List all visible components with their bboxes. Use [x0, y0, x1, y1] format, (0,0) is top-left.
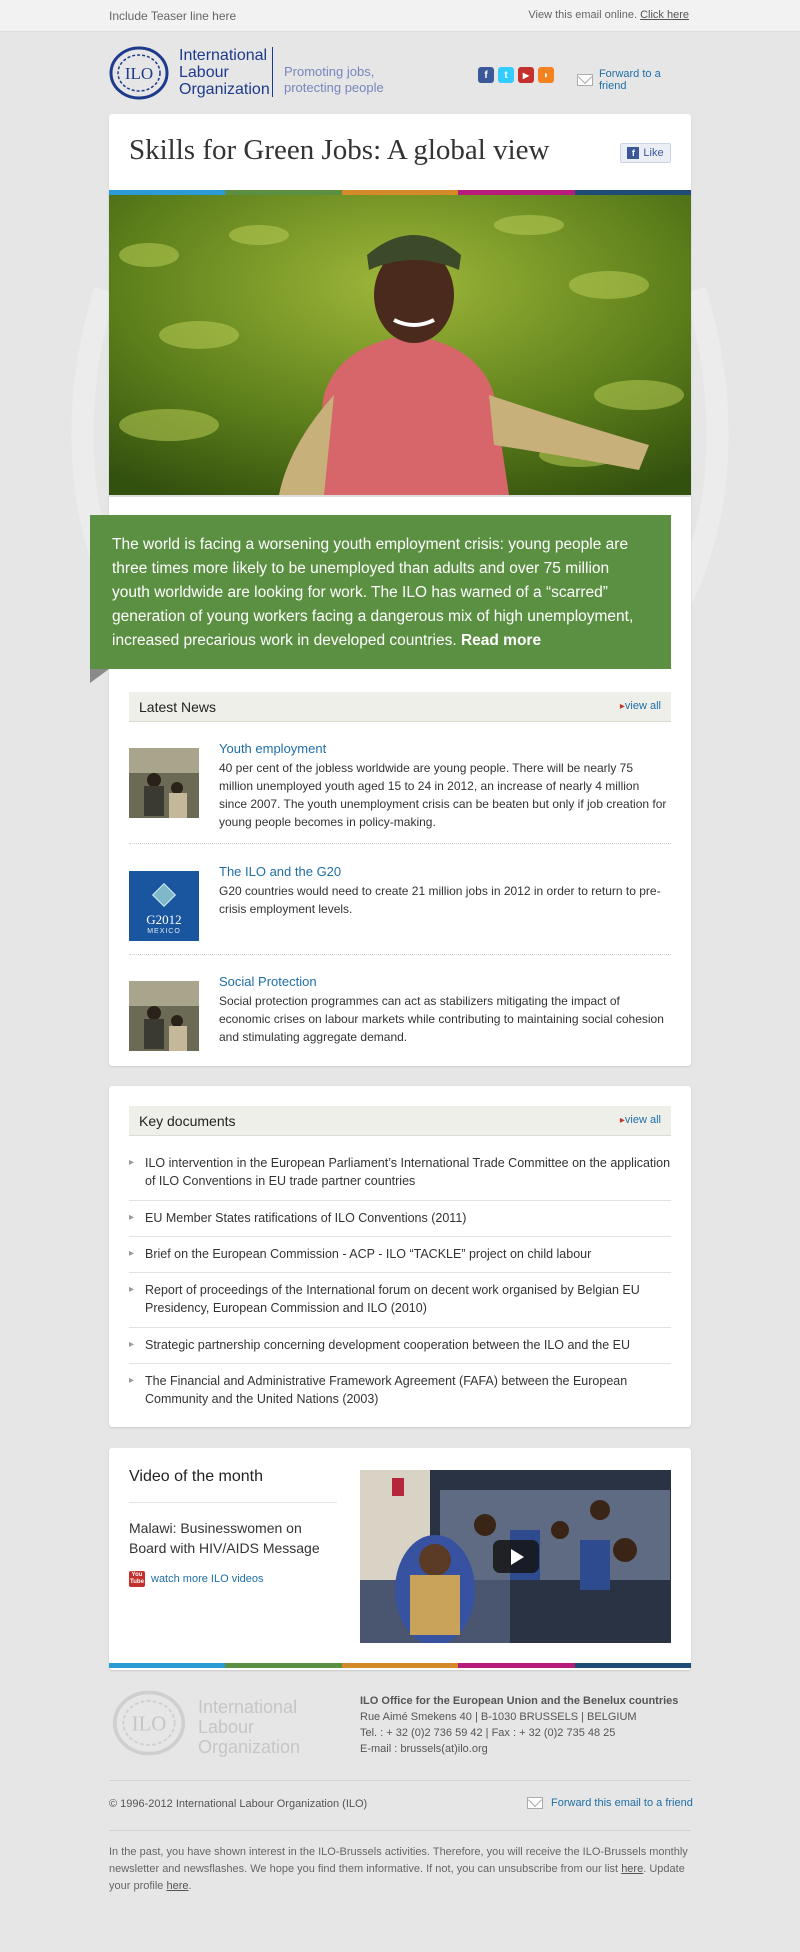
footer-logo-line-3: Organization — [198, 1737, 301, 1757]
legal-text-1: In the past, you have shown interest in the ILO-Brussels activities. Therefore, you will receive the ILO-Brussels monthly newsletter and newsflashes. We hope you find them informative. If not, you can unsubscribe from our list — [109, 1846, 688, 1875]
news-item — [129, 974, 671, 1054]
news-body: 40 per cent of the jobless worldwide are young people. There will be nearly 75 million unemployed youth aged 15 to 24 in 2012, an increase of nearly 4 million since 2007. The youth unemployment crisis can be beaten but only if job creation for young people becomes in policy-making. — [219, 761, 667, 829]
docs-view-all-link[interactable]: ▸ view all — [620, 1114, 661, 1126]
latest-news-header — [129, 692, 671, 722]
news-body: Social protection programmes can act as stabilizers mitigating the impact of economic crises on labour markets while contributing to maintaining social cohesion and stimulating aggregate demand. — [219, 994, 664, 1044]
logo-line-1: International — [179, 47, 268, 64]
legal-text: In the past, you have shown interest in the ILO-Brussels activities. Therefore, you will receive the ILO-Brussels monthly newsletter and newsflashes. We hope you find them informative. If not, you can unsubscribe from our list here. Update your profile here. — [109, 1846, 688, 1892]
divider — [129, 1327, 671, 1328]
document-link[interactable]: ▸ EU Member States ratifications of ILO Conventions (2011) — [129, 1209, 671, 1227]
news-item — [129, 741, 671, 831]
teaser-text: Include Teaser line here — [109, 9, 237, 23]
facebook-icon: f — [627, 147, 639, 159]
ilo-logo-icon[interactable] — [109, 46, 169, 100]
header — [109, 44, 691, 104]
divider — [109, 1830, 691, 1831]
logo-text — [179, 47, 270, 98]
news-body: G20 countries would need to create 21 million jobs in 2012 in order to return to pre-crisis employment levels. — [219, 884, 661, 916]
key-documents-title: Key documents — [139, 1113, 236, 1129]
logo-divider — [272, 47, 273, 97]
key-documents-card — [109, 1086, 691, 1427]
forward-email-label: Forward this email to a friend — [551, 1797, 693, 1809]
copyright: © 1996-2012 International Labour Organization (ILO) — [109, 1798, 368, 1810]
footer-logo-line-2: Labour — [198, 1717, 255, 1737]
news-heading-link[interactable]: The ILO and the G20 — [219, 864, 342, 879]
tagline-line-1: Promoting jobs, — [284, 64, 375, 79]
footer-logo-abbr: ILO — [131, 1712, 167, 1736]
footer-logo-text — [198, 1697, 300, 1757]
update-profile-link[interactable]: here — [166, 1880, 189, 1892]
click-here-link[interactable]: Click here — [640, 9, 689, 21]
facebook-like-button[interactable] — [620, 143, 671, 163]
latest-news-title: Latest News — [139, 699, 217, 715]
envelope-icon — [527, 1797, 543, 1809]
social-icons — [478, 67, 554, 83]
tagline-line-2: protecting people — [284, 80, 384, 95]
document-link[interactable]: ▸ Report of proceedings of the International forum on decent work organised by Belgian EU Presidency, European Commission and ILO (2010) — [129, 1281, 671, 1317]
tagline — [284, 64, 384, 96]
rss-icon[interactable]: ◗ — [538, 67, 554, 83]
office-name: ILO Office for the European Union and the Benelux countries — [360, 1695, 679, 1707]
ilo-logo-icon — [109, 1690, 189, 1756]
office-street: Rue Aimé Smekens 40 | B-1030 BRUSSELS | BELGIUM — [360, 1711, 637, 1723]
forward-to-friend-link[interactable] — [577, 68, 691, 92]
g20-thumbnail[interactable] — [129, 871, 199, 941]
divider — [129, 1363, 671, 1364]
view-online — [528, 9, 689, 21]
office-phone: Tel. : + 32 (0)2 736 59 42 | Fax : + 32 (0)2 735 48 25 — [360, 1727, 616, 1739]
office-address — [360, 1693, 678, 1757]
video-thumbnail[interactable] — [360, 1470, 671, 1643]
intro-callout — [90, 515, 671, 669]
logo-line-2: Labour — [179, 64, 229, 81]
office-email: E-mail : brussels(at)ilo.org — [360, 1743, 488, 1755]
document-link[interactable]: ▸ Strategic partnership concerning development cooperation between the ILO and the EU — [129, 1336, 671, 1354]
divider — [129, 843, 671, 844]
g20-thumb-subtext: MEXICO — [147, 928, 181, 935]
footer-logo — [109, 1688, 299, 1758]
g20-thumb-text: G2012 — [146, 912, 182, 927]
legal-text-2: Update your profile — [109, 1863, 685, 1892]
divider — [129, 954, 671, 955]
footer-logo-line-1: International — [198, 1697, 298, 1717]
facebook-icon[interactable]: f — [478, 67, 494, 83]
hero-bottom-line — [109, 495, 691, 497]
like-label: Like — [643, 147, 664, 159]
key-documents-header — [129, 1106, 671, 1136]
news-item — [129, 864, 671, 944]
divider — [129, 1200, 671, 1201]
divider — [129, 1502, 337, 1503]
document-link[interactable]: ▸ ILO intervention in the European Parliament’s International Trade Committee on the application of ILO Conventions in EU trade partner countries — [129, 1154, 671, 1190]
news-thumbnail[interactable] — [129, 748, 199, 818]
news-view-all-link[interactable]: ▸ view all — [620, 700, 661, 712]
twitter-icon[interactable]: t — [498, 67, 514, 83]
callout-text: The world is facing a worsening youth employment crisis: young people are three times more likely to be unemployed than adults and over 75 million youth worldwide are looking for work. The ILO has warned of a “scarred” generation of young workers facing a dangerous mix of high unemployment, increased precarious work in developed countries. — [112, 536, 634, 649]
teaser-bar — [0, 0, 800, 32]
play-icon[interactable] — [493, 1540, 539, 1573]
watch-more-videos-link[interactable] — [129, 1571, 264, 1587]
callout-fold — [90, 669, 109, 683]
watch-more-label: watch more ILO videos — [151, 1573, 264, 1585]
logo-line-3: Organization — [179, 81, 270, 98]
page-title: Skills for Green Jobs: A global view — [129, 134, 550, 166]
youtube-icon: You Tube — [130, 1572, 144, 1585]
youtube-icon[interactable]: ▶ — [518, 67, 534, 83]
divider — [129, 1272, 671, 1273]
read-more-label: Read more — [460, 632, 542, 649]
envelope-icon — [577, 74, 593, 86]
document-link[interactable]: ▸ Brief on the European Commission - ACP - ILO “TACKLE” project on child labour — [129, 1245, 671, 1263]
read-more-link[interactable] — [461, 632, 541, 649]
news-thumbnail[interactable] — [129, 981, 199, 1051]
forward-email-link[interactable] — [527, 1797, 693, 1809]
news-heading-link[interactable]: Social Protection — [219, 974, 317, 989]
document-link[interactable]: ▸ The Financial and Administrative Framework Agreement (FAFA) between the European Community and the United Nations (2003) — [129, 1372, 671, 1408]
g20-diamond-icon — [149, 880, 179, 910]
video-section-title: Video of the month — [129, 1468, 264, 1485]
footer-color-bar — [109, 1663, 691, 1668]
view-online-text: View this email online. — [528, 9, 638, 21]
unsubscribe-link[interactable]: here — [621, 1863, 644, 1875]
logo-abbr: ILO — [124, 64, 154, 83]
video-title-link[interactable]: Malawi: Businesswomen on Board with HIV/AIDS Message — [129, 1520, 320, 1556]
video-card — [109, 1448, 691, 1670]
hero-image[interactable] — [109, 195, 691, 495]
divider — [129, 1236, 671, 1237]
news-heading-link[interactable]: Youth employment — [219, 741, 327, 756]
forward-to-friend-label: Forward to a friend — [598, 68, 661, 92]
divider — [109, 1780, 691, 1781]
